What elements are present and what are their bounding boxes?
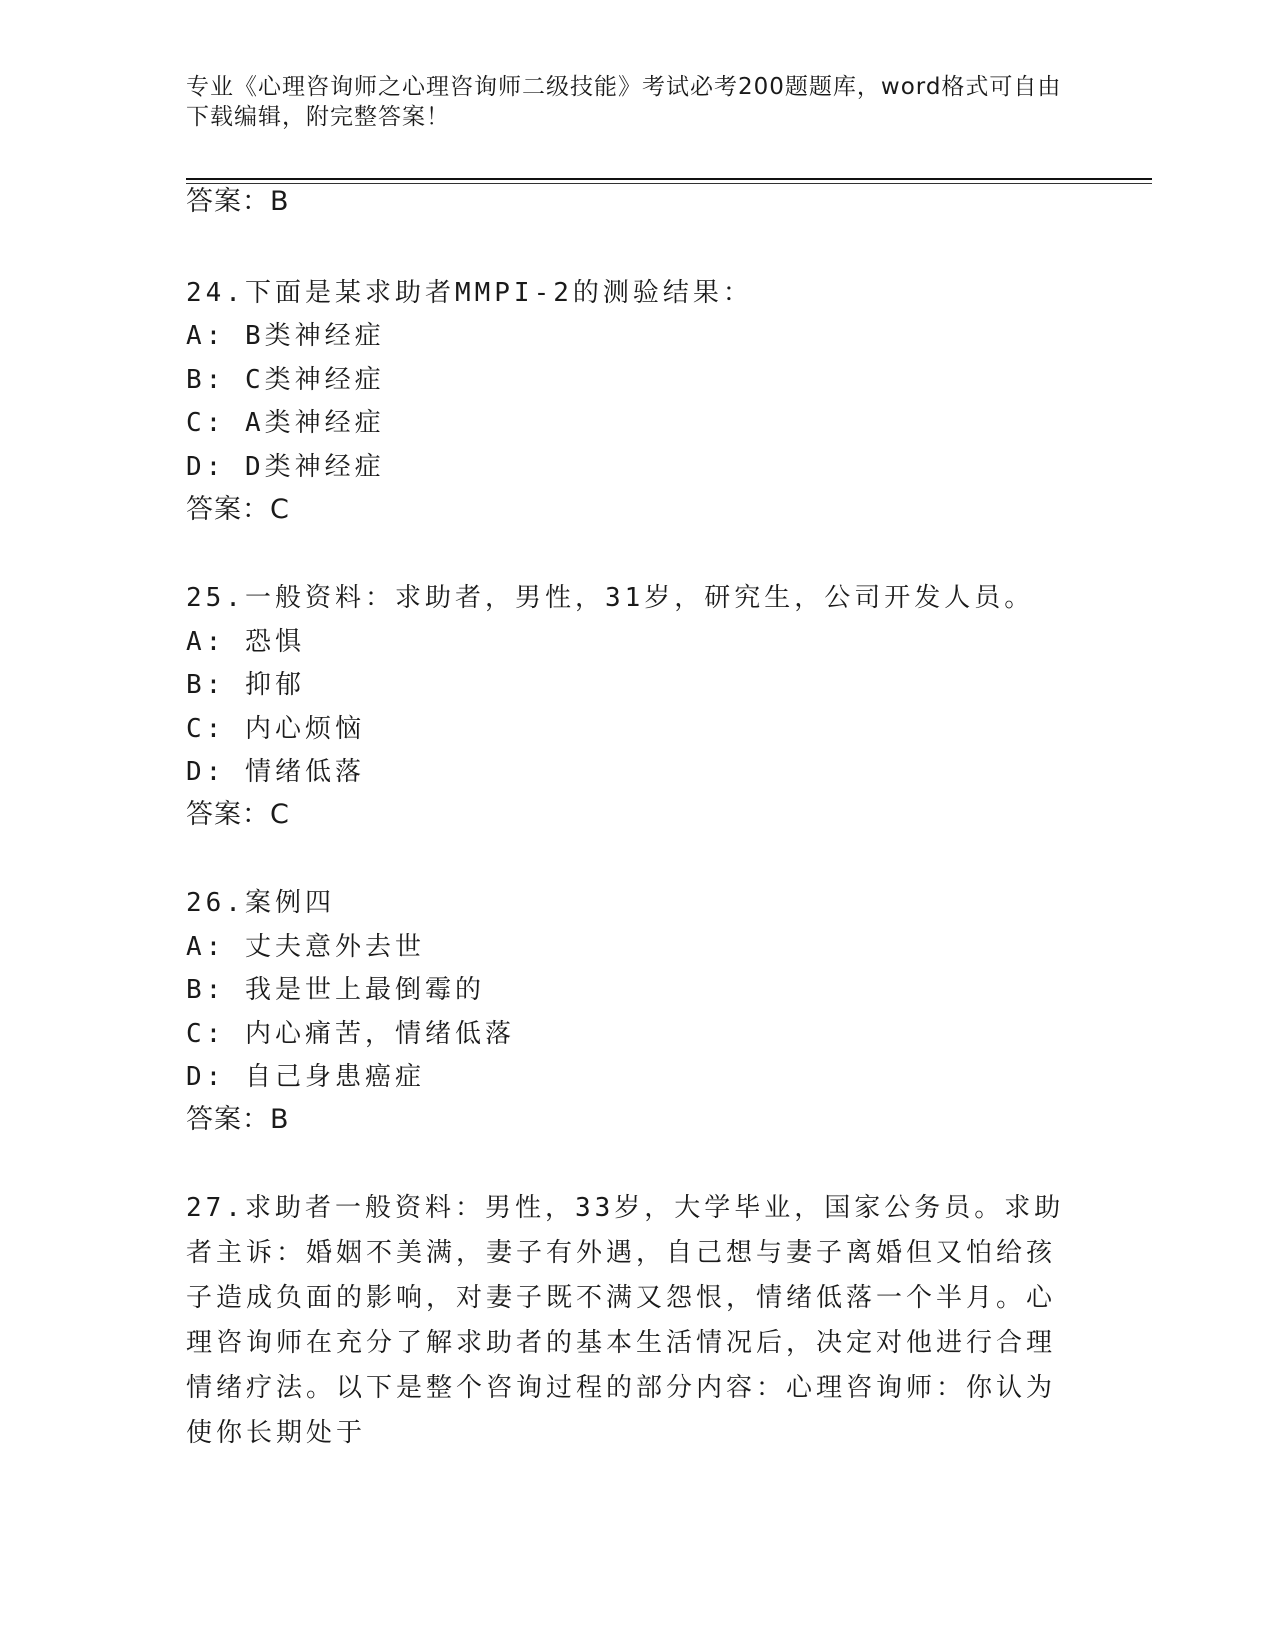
q26-option-c: C: 内心痛苦，情绪低落	[186, 1019, 515, 1049]
q26-option-d: D: 自己身患癌症	[186, 1062, 425, 1092]
question-25: 25.一般资料：求助者，男性，31岁，研究生，公司开发人员。	[186, 583, 1035, 613]
q25-option-a: A: 恐惧	[186, 627, 305, 657]
header-rule-thin	[186, 183, 1152, 184]
q24-option-d: D: D类神经症	[186, 452, 385, 482]
document-header: 专业《心理咨询师之心理咨询师二级技能》考试必考200题题库，word格式可自由下载编辑，附完整答案！	[186, 74, 1062, 130]
q24-option-a: A: B类神经症	[186, 321, 385, 351]
q25-option-c: C: 内心烦恼	[186, 714, 365, 744]
q25-option-d: D: 情绪低落	[186, 757, 365, 787]
q26-option-b: B: 我是世上最倒霉的	[186, 975, 485, 1005]
header-rule-thick	[186, 178, 1152, 180]
q26-option-a: A: 丈夫意外去世	[186, 932, 425, 962]
q25-answer: 答案：C	[186, 799, 290, 830]
q25-option-b: B: 抑郁	[186, 670, 305, 700]
q24-answer: 答案：C	[186, 494, 290, 525]
q26-answer: 答案：B	[186, 1104, 290, 1135]
question-27: 27.求助者一般资料：男性，33岁，大学毕业，国家公务员。求助者主诉：婚姻不美满，妻子有外遇，自己想与妻子离婚但又怕给孩子造成负面的影响，对妻子既不满又怨恨，情绪低落一个半月。心理咨询师在充分了解求助者的基本生活情况后，决定对他进行合理情绪疗法。以下是整个咨询过程的部分内容：心理咨询师：你认为使你长期处于	[186, 1193, 1065, 1448]
question-24: 24.下面是某求助者MMPI-2的测验结果：	[186, 278, 753, 308]
q24-option-c: C: A类神经症	[186, 408, 385, 438]
answer-prev: 答案：B	[186, 186, 290, 217]
question-26: 26.案例四	[186, 888, 335, 918]
q24-option-b: B: C类神经症	[186, 365, 385, 395]
